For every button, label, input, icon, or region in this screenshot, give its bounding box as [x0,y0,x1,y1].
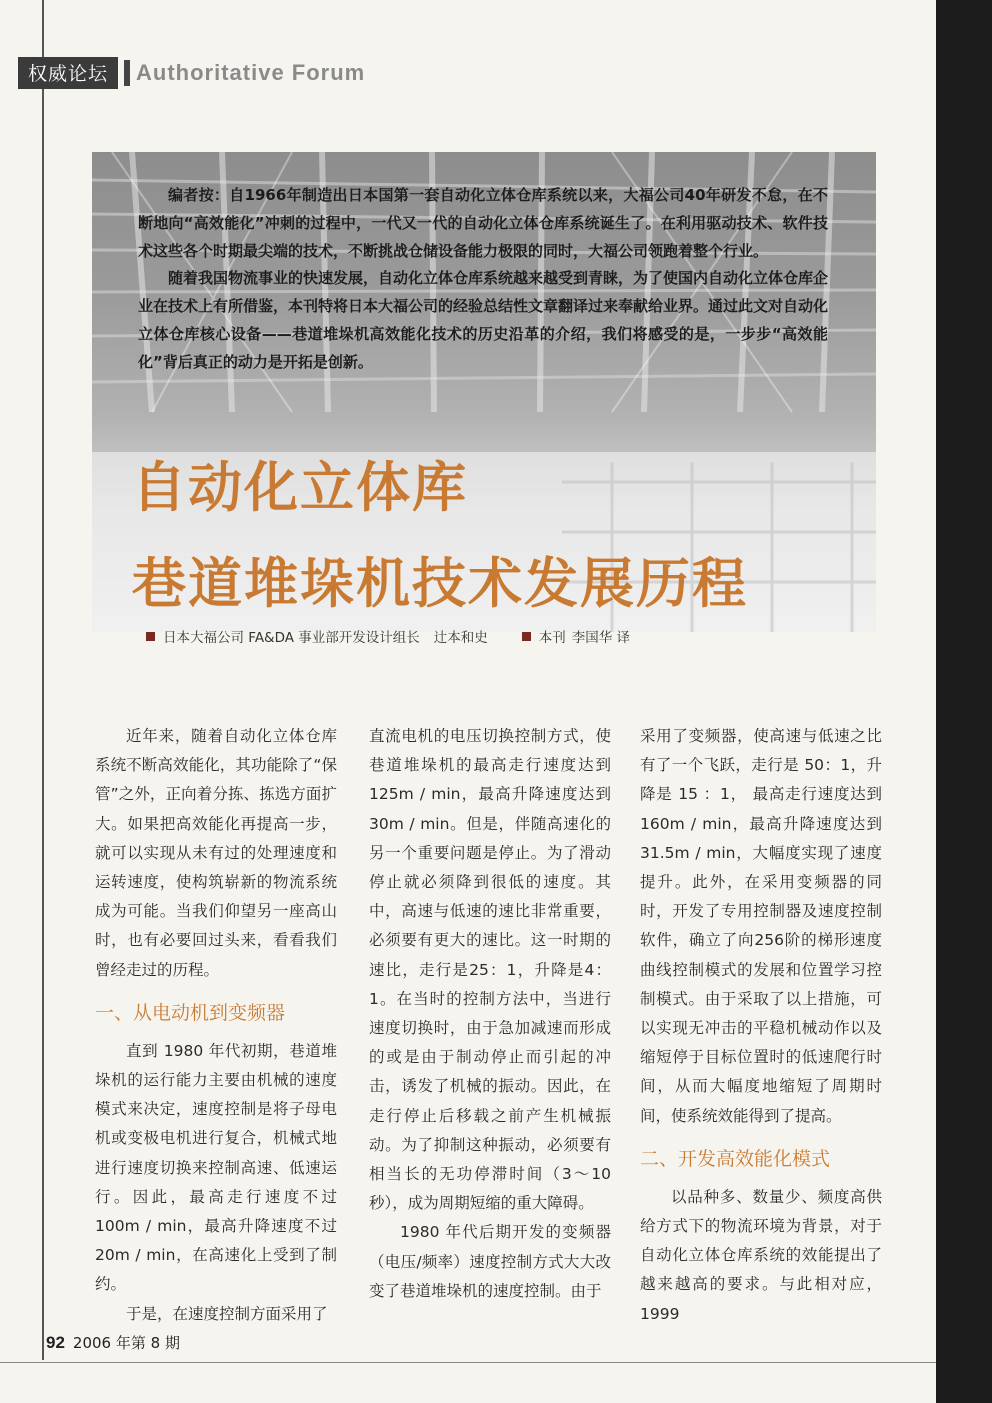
bullet-square-icon [522,632,531,641]
section-heading-1: 一、从电动机到变频器 [95,1001,286,1024]
author-name: 辻本和史 [433,630,488,646]
page-edge-shadow [936,0,992,1403]
editor-note-paragraph: 编者按：自1966年制造出日本国第一套自动化立体仓库系统以来，大福公司40年研发不怠，在不断地向“高效能化”冲刺的过程中，一代又一代的自动化立体仓库系统诞生了。在利用驱动技术、软件技术这些各个时期最尖端的技术，不断挑战仓储设备能力极限的同时，大福公司领跑着整个行业。 [138,186,828,260]
body-paragraph: 于是，在速度控制方面采用了 [126,1304,328,1323]
title-line-2: 巷道堆垛机技术发展历程 [132,551,748,615]
left-margin-rule [42,0,44,1360]
body-paragraph: 近年来，随着自动化立体仓库系统不断高效能化，其功能除了“保管”之外，正向着分拣、拣选方面扩大。如果把高效能化再提高一步，就可以实现从未有过的处理速度和运转速度，使构筑崭新的物流系统成为可能。当我们仰望另一座高山时，也有必要回过头来，看看我们曾经走过的历程。 [95,727,337,979]
body-paragraph: 直流电机的电压切换控制方式，使巷道堆垛机的最高走行速度达到 125m / min，最高升降速度达到 30m / min。但是，伴随高速化的另一个重要问题是停止。为了滑动停止就必须降到很低的速度。其中，高速与低速的速比非常重要，必须要有更大的速比。这一时期的速比，走行是25：1，升降是4：1。在当时的控制方法中，当进行速度切换时，由于急加减速而形成的或是由于制动停止而引起的冲击，诱发了机械的振动。因此，在走行停止后移载之前产生机械振动。为了抑制这种振动，必须要有相当长的无功停滞时间（3～10秒），成为周期短缩的重大障碍。 [369,727,611,1213]
editor-note [138,182,828,377]
bullet-square-icon [146,632,155,641]
article-title [132,452,748,618]
title-line-1: 自动化立体库 [132,455,468,519]
body-paragraph: 1980 年代后期开发的变频器（电压/频率）速度控制方式大大改变了巷道堆垛机的速度控制。由于 [369,1223,611,1300]
body-column-1 [95,722,337,1329]
byline [146,626,630,646]
section-label-cn: 权威论坛 [18,57,118,89]
issue-label: 2006 年第 8 期 [72,1334,180,1352]
body-paragraph: 采用了变频器，使高速与低速之比有了一个飞跃，走行是 50：1，升降是 15 ：1， 最高走行速度达到 160m / min，最高升降速度达到 31.5m / min，大幅度实现了速度提升。此外，在采用变频器的同时，开发了专用控制器及速度控制软件，确立了向256阶的梯形速度曲线控制模式的发展和位置学习控制模式。由于采取了以上措施，可以实现无冲击的平稳机械动作以及缩短停于目标位置时的低速爬行时间，从而大幅度地缩短了周期时间，使系统效能得到了提高。 [640,727,882,1125]
header-divider [124,60,130,86]
bottom-rule [0,1362,936,1363]
section-heading-2: 二、开发高效能化模式 [640,1147,831,1170]
body-paragraph: 直到 1980 年代初期，巷道堆垛机的运行能力主要由机械的速度模式来决定，速度控制是将子母电机或变极电机进行复合，机械式地进行速度切换来控制高速、低速运行。因此，最高走行速度不过100m / min，最高升降速度不过 20m / min，在高速化上受到了制约。 [95,1041,337,1294]
section-header [18,58,365,88]
author-role: 日本大福公司 FA&DA 事业部开发设计组长 [163,630,420,646]
translator-role: 本刊 [538,630,566,646]
body-paragraph: 以品种多、数量少、频度高供给方式下的物流环境为背景，对于自动化立体仓库系统的效能提出了越来越高的要求。与此相对应，1999 [640,1187,882,1323]
body-column-2 [369,722,611,1306]
translator-name: 李国华 译 [571,630,631,646]
editor-note-paragraph: 随着我国物流事业的快速发展，自动化立体仓库系统越来越受到青睐，为了使国内自动化立体仓库企业在技术上有所借鉴，本刊特将日本大福公司的经验总结性文章翻译过来奉献给业界。通过此文对自动化立体仓库核心设备——巷道堆垛机高效能化技术的历史沿革的介绍，我们将感受的是，一步步“高效能化”背后真正的动力是开拓是创新。 [138,269,829,371]
page-footer [46,1332,180,1353]
page-number: 92 [46,1333,65,1352]
section-label-en: Authoritative Forum [136,60,366,85]
body-column-3 [640,722,882,1329]
